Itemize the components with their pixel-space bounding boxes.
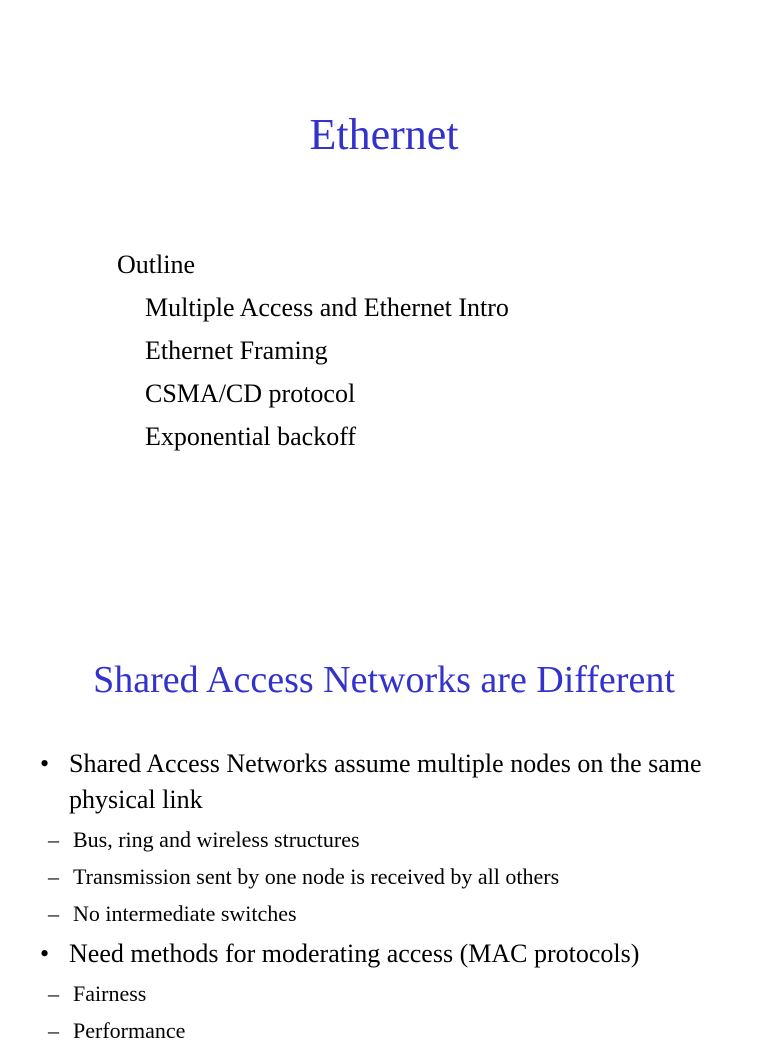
slide-title: Ethernet xyxy=(309,110,459,159)
bullet-icon: • xyxy=(40,749,50,778)
outline-item: Multiple Access and Ethernet Intro xyxy=(145,293,509,322)
outline-list xyxy=(117,243,509,458)
outline-item: Ethernet Framing xyxy=(145,336,328,365)
slide-title: Shared Access Networks are Different xyxy=(93,659,675,701)
sub-bullet-item xyxy=(40,975,760,1012)
dash-icon: – xyxy=(48,827,59,852)
bullet-text: Need methods for moderating access (MAC protocols) xyxy=(69,939,640,968)
dash-icon: – xyxy=(48,981,59,1006)
dash-icon: – xyxy=(48,1018,59,1043)
sub-bullet-text: Performance xyxy=(73,1018,186,1043)
bullet-text: Shared Access Networks assume multiple nodes on the same physical link xyxy=(69,749,702,814)
bullet-list xyxy=(40,746,760,1053)
outline-item: CSMA/CD protocol xyxy=(145,379,356,408)
sub-bullet-item xyxy=(40,895,760,932)
bullet-icon: • xyxy=(40,939,50,968)
sub-bullet-item xyxy=(40,858,760,895)
sub-bullet-item xyxy=(40,821,760,858)
sub-bullet-item xyxy=(40,1012,760,1049)
outline-item: Exponential backoff xyxy=(145,422,357,451)
sub-bullet-list xyxy=(40,821,760,932)
sub-bullet-text: Bus, ring and wireless structures xyxy=(73,827,360,852)
sub-bullet-list xyxy=(40,975,760,1049)
slide-shared-access xyxy=(0,560,768,1043)
sub-bullet-text: Transmission sent by one node is received by all others xyxy=(73,864,560,889)
bullet-item xyxy=(40,936,760,972)
bullet-item xyxy=(40,746,760,818)
dash-icon: – xyxy=(48,864,59,889)
sub-bullet-text: No intermediate switches xyxy=(73,901,297,926)
dash-icon: – xyxy=(48,901,59,926)
outline-heading: Outline xyxy=(117,250,195,279)
sub-bullet-text: Fairness xyxy=(73,981,147,1006)
